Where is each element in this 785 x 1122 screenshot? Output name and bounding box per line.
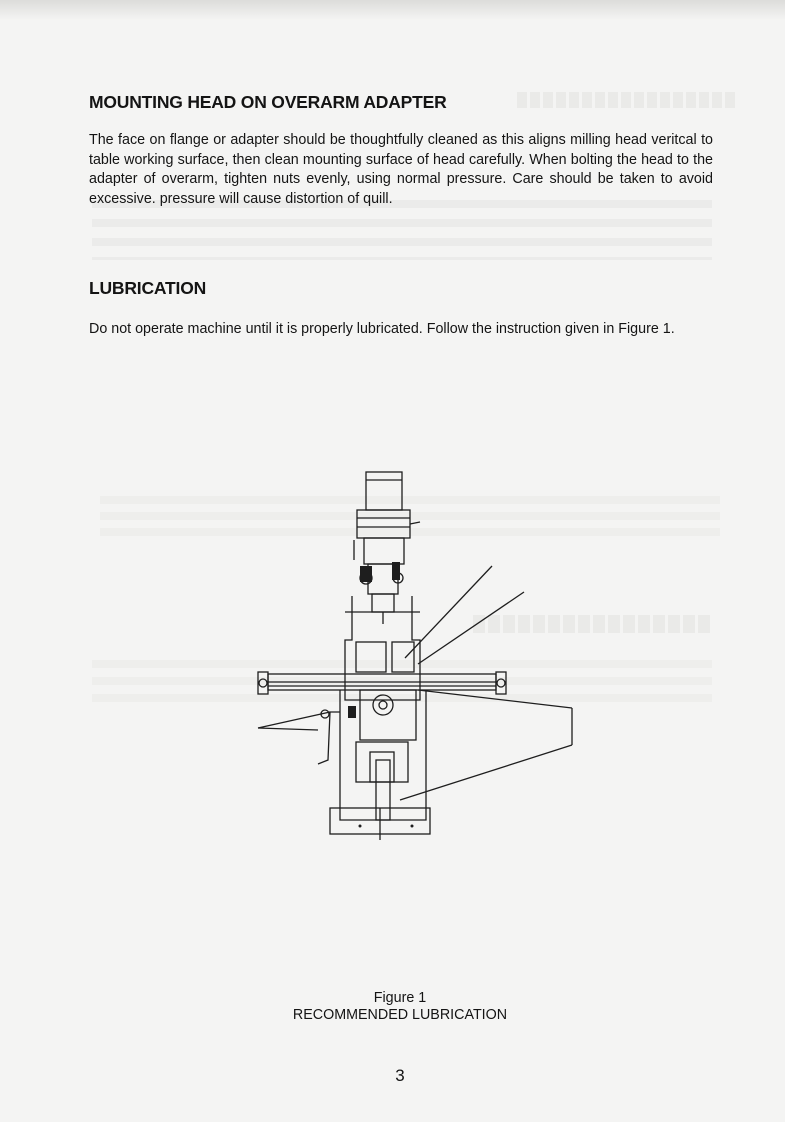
leader-line [258,712,330,728]
section-body-lubrication: Do not operate machine until it is properly lubricated. Follow the instruction given in Figure 1. [89,321,675,337]
figure-title: RECOMMENDED LUBRICATION [292,1007,508,1023]
leader-line [258,728,318,730]
motor-housing [366,472,402,510]
figure-number: Figure 1 [373,990,427,1006]
leader-line [418,690,572,708]
section-heading-lubrication: LUBRICATION [89,278,207,298]
section-heading-mounting: MOUNTING HEAD ON OVERARM ADAPTER [89,92,447,112]
column-window [356,642,386,672]
section-body-mounting: The face on flange or adapter should be thoughtfully cleaned as this aligns milling head veritcal to table working surface, then clean mounting surface of head carefully. When bolting the head to the adapter of overarm, tighten nuts evenly, using normal pressure. Care should be taken to avoid excessive. pressure will cause distortion of quill. [89,132,713,207]
page-number: 3 [395,1066,405,1085]
